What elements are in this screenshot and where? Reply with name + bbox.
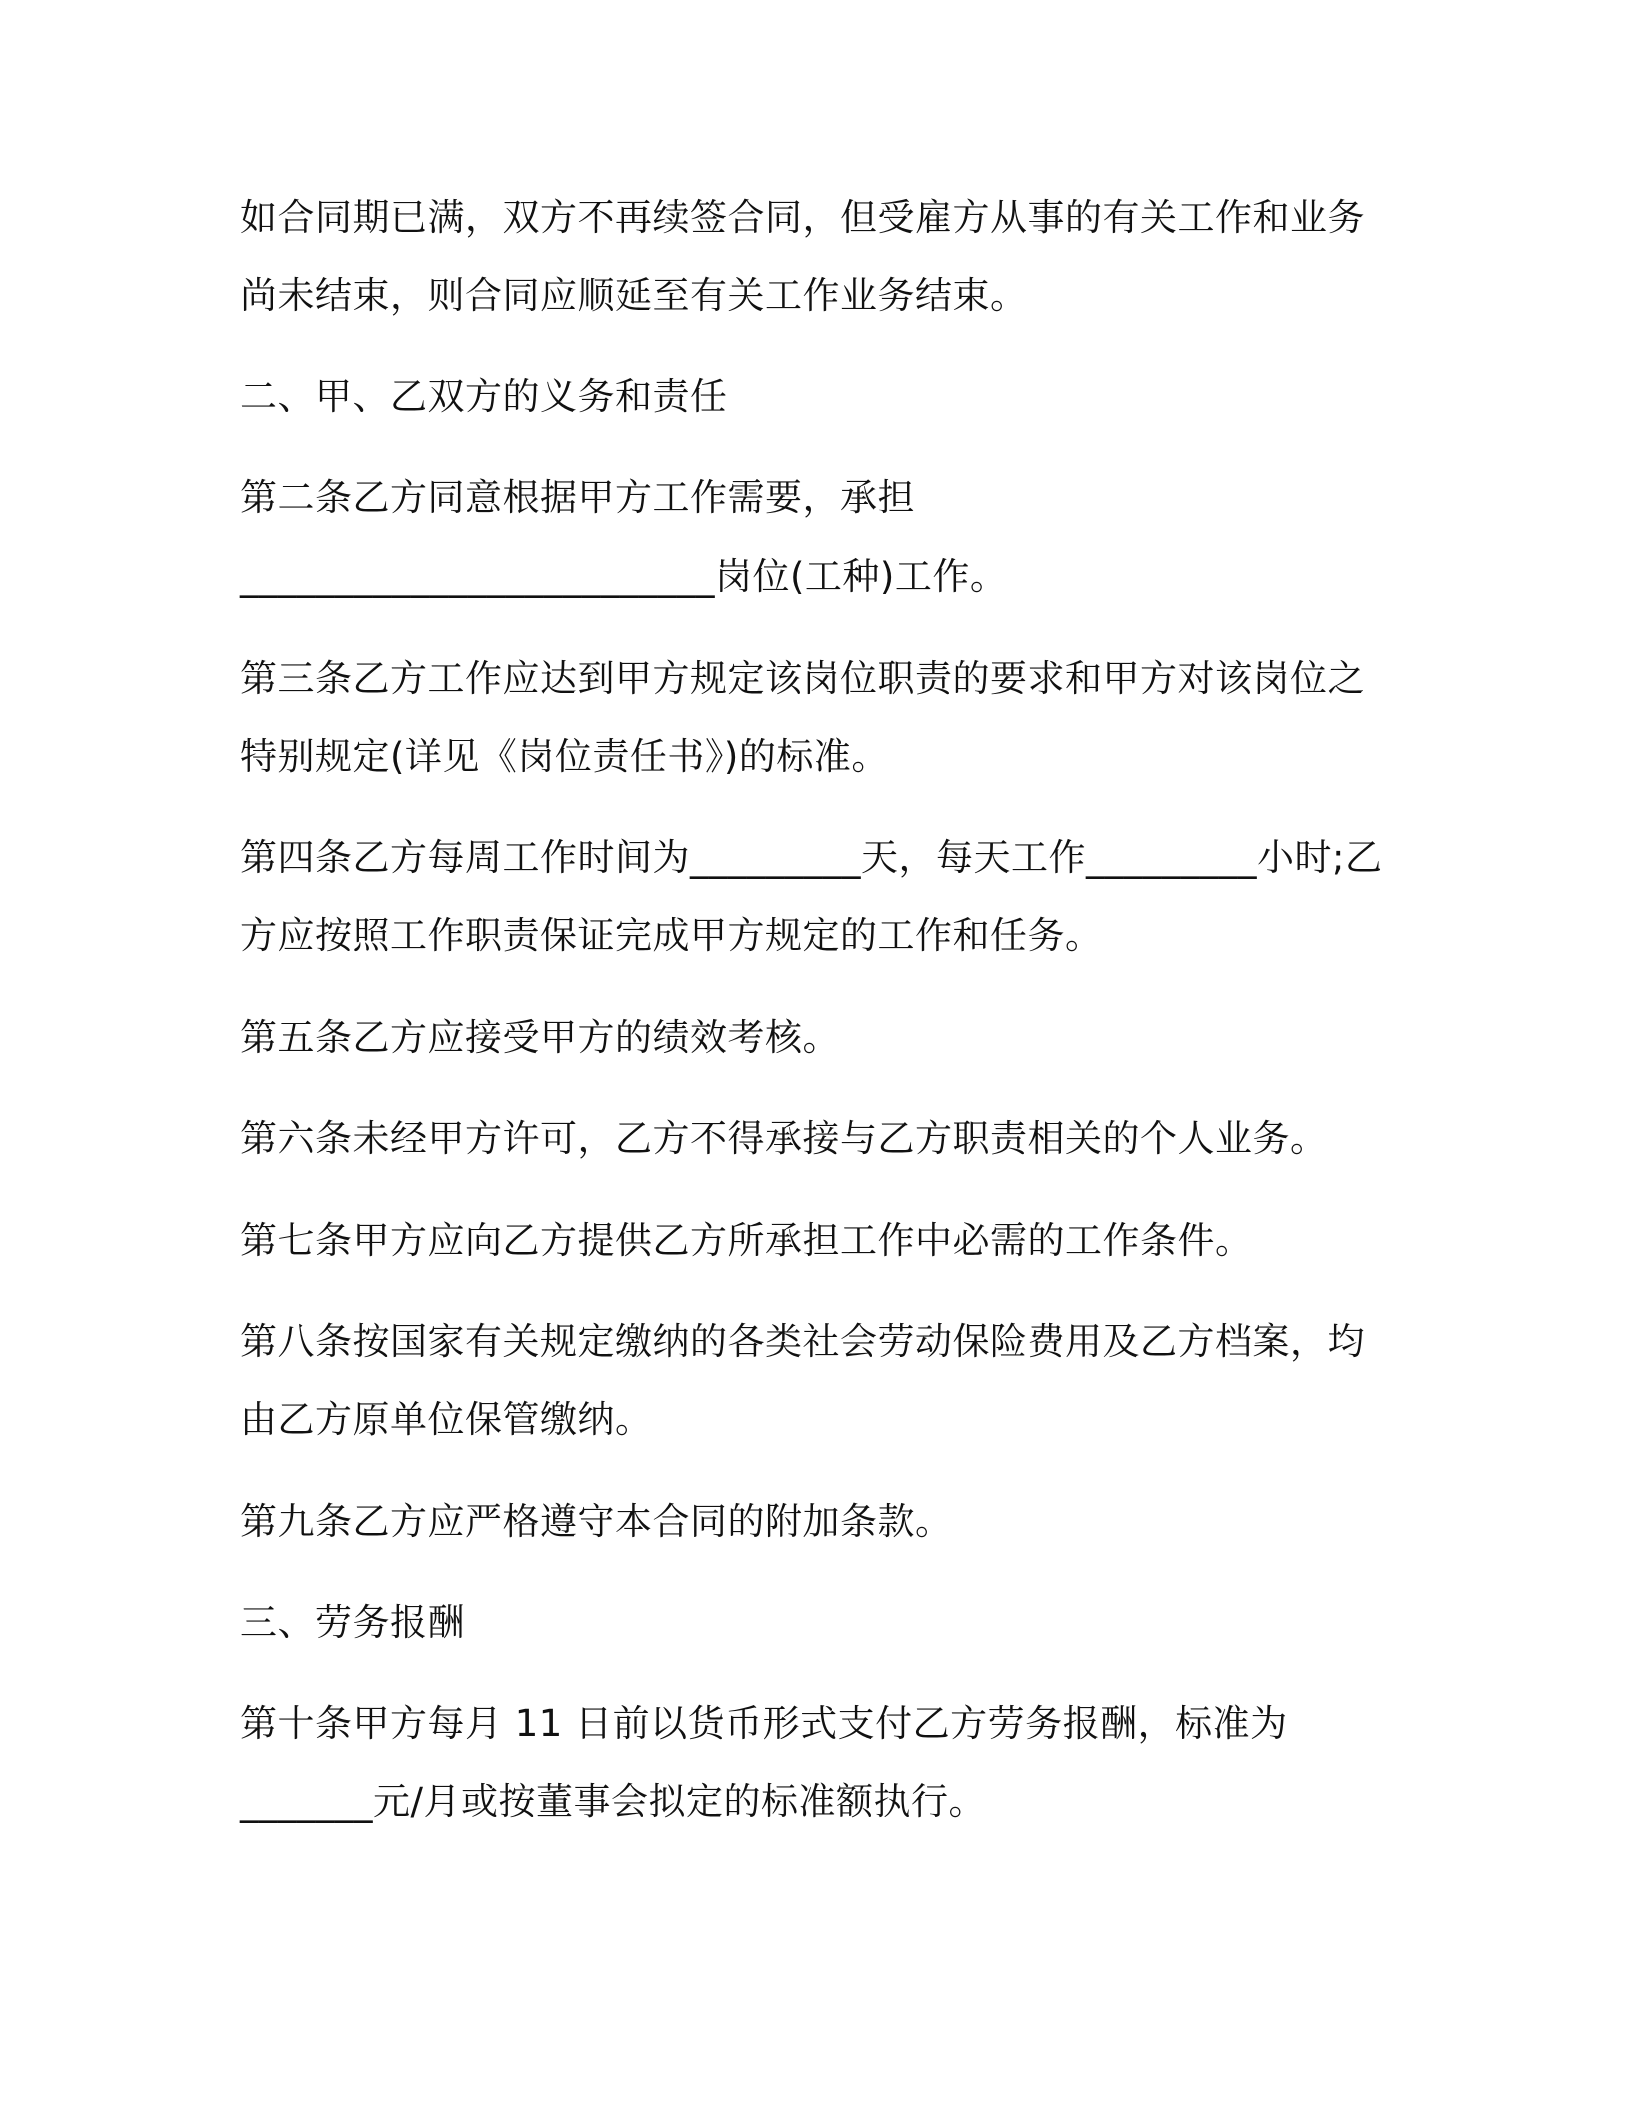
paragraph-line: 如合同期已满，双方不再续签合同，但受雇方从事的有关工作和业务	[240, 196, 1365, 239]
paragraph-line: _______元/月或按董事会拟定的标准额执行。	[240, 1780, 986, 1823]
paragraph-line: 由乙方原单位保管缴纳。	[240, 1398, 653, 1441]
paragraph-line: 第十条甲方每月 11 日前以货币形式支付乙方劳务报酬，标准为	[240, 1702, 1288, 1745]
paragraph-line: 第九条乙方应严格遵守本合同的附加条款。	[240, 1500, 953, 1543]
paragraph-line: 第三条乙方工作应达到甲方规定该岗位职责的要求和甲方对该岗位之	[240, 657, 1365, 700]
paragraph-line: 第五条乙方应接受甲方的绩效考核。	[240, 1016, 840, 1059]
paragraph-line: 尚未结束，则合同应顺延至有关工作业务结束。	[240, 274, 1028, 317]
paragraph-line: 第四条乙方每周工作时间为_________天，每天工作_________小时;乙	[240, 836, 1383, 879]
paragraph-line: 第二条乙方同意根据甲方工作需要，承担	[240, 476, 915, 519]
paragraph-line: 第七条甲方应向乙方提供乙方所承担工作中必需的工作条件。	[240, 1219, 1253, 1262]
paragraph-line: 第八条按国家有关规定缴纳的各类社会劳动保险费用及乙方档案，均	[240, 1320, 1365, 1363]
paragraph-line: 方应按照工作职责保证完成甲方规定的工作和任务。	[240, 914, 1103, 957]
paragraph-line: 第六条未经甲方许可，乙方不得承接与乙方职责相关的个人业务。	[240, 1117, 1328, 1160]
paragraph-line: 特别规定(详见《岗位责任书》)的标准。	[240, 735, 889, 778]
section-heading: 二、甲、乙双方的义务和责任	[240, 375, 728, 418]
paragraph-line: _________________________岗位(工种)工作。	[240, 555, 1008, 598]
section-heading: 三、劳务报酬	[240, 1601, 465, 1644]
